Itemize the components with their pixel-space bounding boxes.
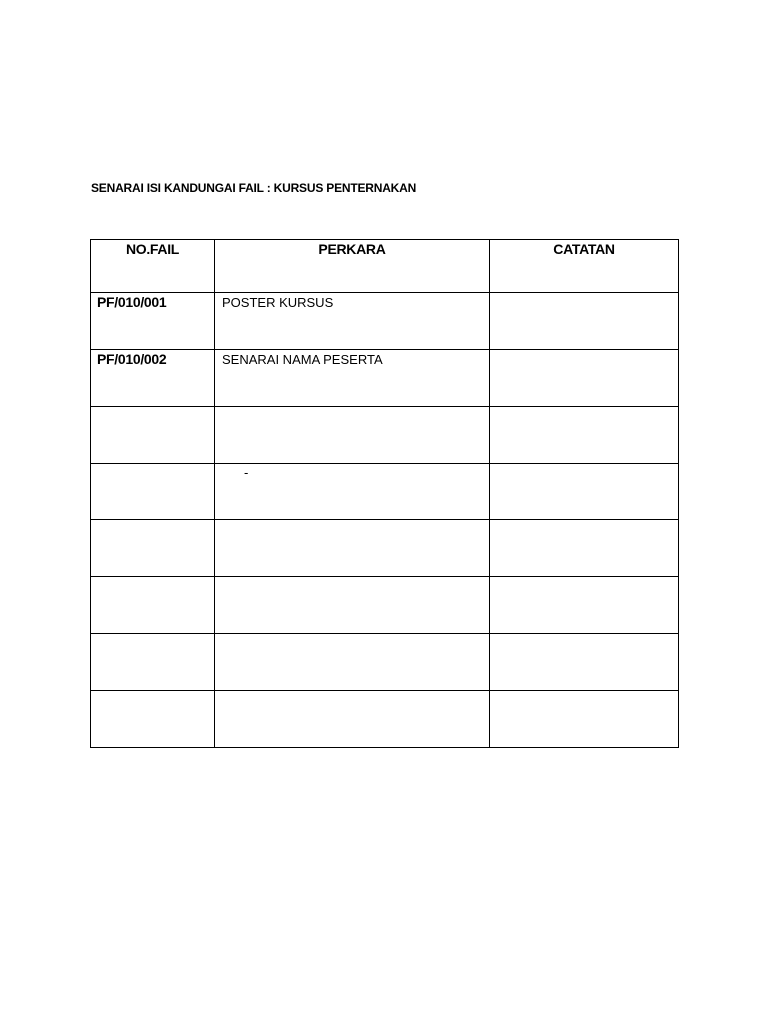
- table-row: [91, 520, 679, 577]
- column-header-no-fail: NO.FAIL: [91, 240, 215, 293]
- cell-no-fail: [91, 464, 215, 520]
- file-contents-table: [90, 239, 679, 748]
- column-header-perkara: PERKARA: [215, 240, 490, 293]
- cell-catatan: [490, 464, 679, 520]
- cell-catatan: [490, 350, 679, 407]
- cell-no-fail: [91, 407, 215, 464]
- cell-no-fail: [91, 691, 215, 748]
- cell-perkara: POSTER KURSUS: [215, 293, 490, 350]
- cell-perkara: [215, 634, 490, 691]
- cell-catatan: [490, 293, 679, 350]
- column-header-catatan: CATATAN: [490, 240, 679, 293]
- cell-perkara: [215, 520, 490, 577]
- table-row: [91, 464, 679, 520]
- cell-perkara: [215, 691, 490, 748]
- table-row: [91, 577, 679, 634]
- cell-catatan: [490, 691, 679, 748]
- cell-perkara: -: [215, 464, 490, 520]
- cell-no-fail: [91, 520, 215, 577]
- table-row: [91, 634, 679, 691]
- table-row: [91, 293, 679, 350]
- cell-perkara: [215, 577, 490, 634]
- cell-catatan: [490, 577, 679, 634]
- table-row: [91, 691, 679, 748]
- table-header-row: [91, 240, 679, 293]
- cell-catatan: [490, 634, 679, 691]
- cell-catatan: [490, 520, 679, 577]
- cell-no-fail: PF/010/001: [91, 293, 215, 350]
- page-title: SENARAI ISI KANDUNGAI FAIL : KURSUS PENTERNAKAN: [91, 181, 417, 195]
- cell-no-fail: [91, 577, 215, 634]
- cell-no-fail: [91, 634, 215, 691]
- cell-perkara: [215, 407, 490, 464]
- cell-perkara: SENARAI NAMA PESERTA: [215, 350, 490, 407]
- cell-no-fail: PF/010/002: [91, 350, 215, 407]
- table-row: [91, 350, 679, 407]
- table-row: [91, 407, 679, 464]
- cell-catatan: [490, 407, 679, 464]
